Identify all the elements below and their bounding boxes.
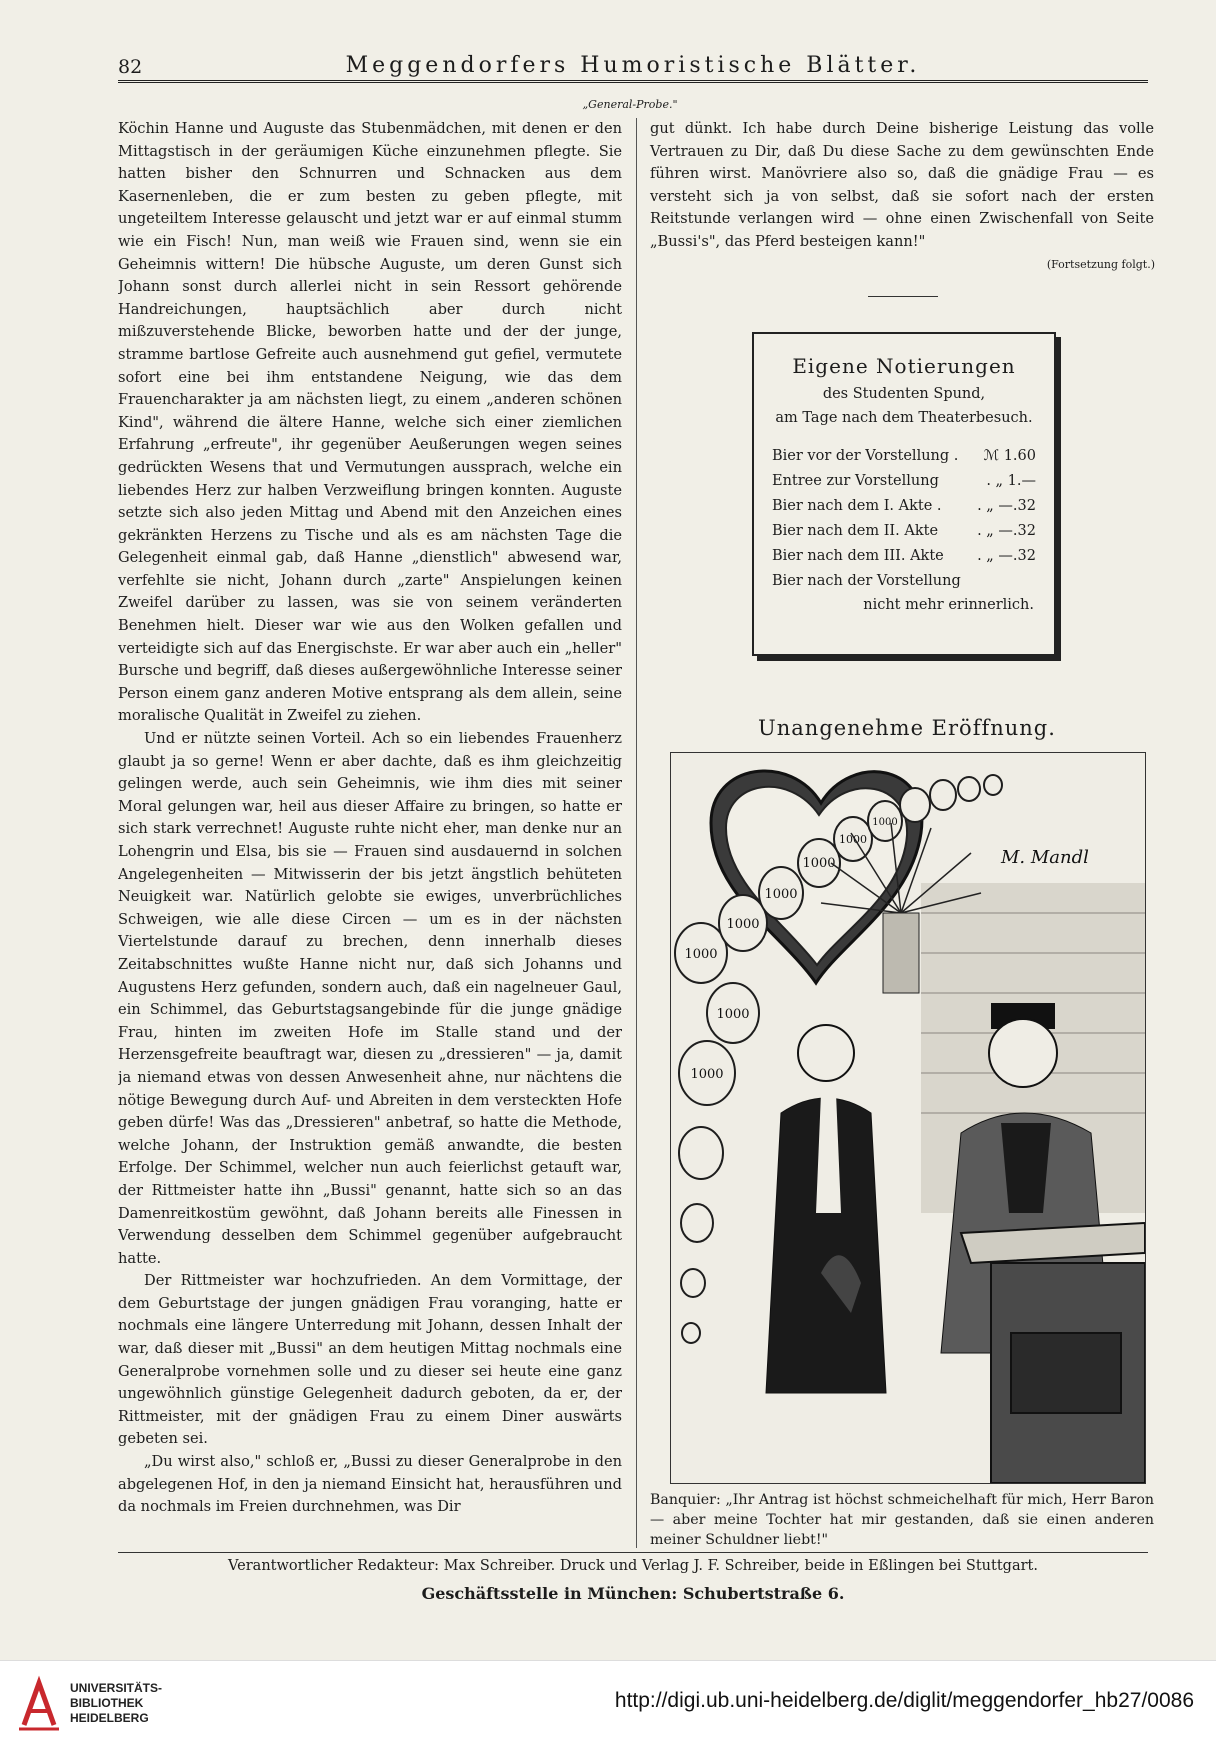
notice-row xyxy=(772,544,1036,569)
notice-price: . „ —.32 xyxy=(977,498,1036,514)
bag-label: 1000 xyxy=(716,1007,750,1022)
notice-item: Bier nach dem III. Akte xyxy=(772,548,944,564)
notice-price: . „ 1.— xyxy=(986,473,1036,489)
notice-row xyxy=(772,469,1036,494)
vase xyxy=(883,913,919,993)
bag-label: 1000 xyxy=(726,917,760,932)
bag-label: 1000 xyxy=(684,947,718,962)
bag-label: 1000 xyxy=(764,887,798,902)
notice-item: Entree zur Vorstellung xyxy=(772,473,939,489)
notice-item: Bier nach dem I. Akte . xyxy=(772,498,942,514)
page-header xyxy=(118,44,1148,78)
library-name xyxy=(70,1681,162,1726)
notice-row xyxy=(772,519,1036,544)
notice-box xyxy=(752,332,1056,656)
library-name-line: BIBLIOTHEK xyxy=(70,1696,144,1710)
header-rule xyxy=(118,80,1148,83)
notice-price: . „ —.32 xyxy=(977,548,1036,564)
notice-subtitle: am Tage nach dem Theaterbesuch. xyxy=(775,410,1033,426)
notice-price: ℳ 1.60 xyxy=(983,448,1036,464)
continued-note: (Fortsetzung folgt.) xyxy=(1046,258,1155,271)
bag-label: 1000 xyxy=(690,1067,724,1082)
journal-title: Meggendorfers Humoristische Blätter. xyxy=(345,53,921,78)
cartoon-illustration xyxy=(670,752,1146,1484)
bag-label: 1000 xyxy=(872,817,898,828)
page-number: 82 xyxy=(118,56,143,78)
cartoon-drawing xyxy=(671,753,1145,1483)
artist-signature: M. Mandl xyxy=(1001,847,1089,868)
notice-row xyxy=(772,444,1036,469)
imprint: Verantwortlicher Redakteur: Max Schreiber. Druck und Verlag J. F. Schreiber, beide in Eßlingen bei Stuttgart. xyxy=(228,1558,1038,1574)
notice-rows xyxy=(772,444,1036,569)
notice-item: Bier vor der Vorstellung . xyxy=(772,448,959,464)
paragraph: „Du wirst also," schloß er, „Bussi zu dieser Generalprobe in den abgelegenen Hof, in den ja niemand Einsicht hat, herausführen und da nochmals im Freien durchnehmen, was Dir xyxy=(118,1453,622,1516)
source-url-link[interactable]: http://digi.ub.uni-heidelberg.de/diglit/meggendorfer_hb27/0086 xyxy=(614,1689,1194,1712)
notice-subtitle: des Studenten Spund, xyxy=(822,386,986,402)
cartoon-title: Unangenehme Eröffnung. xyxy=(758,716,1056,740)
paragraph: Köchin Hanne und Auguste das Stubenmädchen, mit denen er den Mittagstisch in der geräumigen Küche einzunehmen pflegte. Sie hatten bisher den Schnurren und Schnacken aus dem Kasernenleben, die er zum besten zu geben pflegte, mit ungeteiltem Interesse gelauscht und jetzt war er auf einmal stumm wie ein Fisch! Nun, man weiß wie Frauen sind, wenn sie ein Geheimnis wittern! Die hübsche Auguste, um deren Gunst sich Johann sonst durch allerlei nicht in sein Ressort gehörende Handreichungen, hauptsächlich aber durch nicht mißzuverstehende Blicke, beworben hatte und der der junge, stramme bartlose Gefreite auch ausnehmend gut gefiel, vermutete sofort eine bei ihm entstandene Neigung, wie das dem Frauencharakter ja am nächsten liegt, zu einem „anderen schönen Kind", während die ältere Hanne, welche sich einer ziemlichen Erfahrung „erfreute", ihr gegenüber Aeußerungen wegen seines gedrückten Wesens that und Vermutungen aussprach, welche ein liebendes Herz zur halben Verzweiflung bringen konnten. Auguste setzte sich also jeden Mittag und Abend mit den Anzeichen eines gekränkten Herzens zu Tische und als es am nächsten Tage die Gelegenheit einmal gab, daß Hanne „dienstlich" abwesend war, verfehlte sie nicht, Johann durch „zarte" Anspielungen keinen Zweifel darüber zu lassen, was sie von seinem veränderten Benehmen hielt. Dieser war wie aus den Wolken gefallen und verteidigte sich auf das Energischste. Er war aber auch ein „heller" Bursche und begriff, daß dieses außergewöhnliche Interesse seiner Person einem ganz anderen Motive entsprang als dem allein, seine moralische Qualität in Zweifel zu ziehen. xyxy=(118,120,622,725)
office-address: Geschäftsstelle in München: Schubertstraße 6. xyxy=(421,1584,845,1603)
library-name-line: HEIDELBERG xyxy=(70,1711,149,1725)
library-bar xyxy=(0,1660,1216,1753)
library-logo-icon xyxy=(14,1675,64,1735)
notice-title: Eigene Notierungen xyxy=(792,354,1016,378)
notice-price: . „ —.32 xyxy=(977,523,1036,539)
section-label: „General-Probe." xyxy=(582,98,678,111)
column-divider xyxy=(636,118,637,1548)
short-rule xyxy=(868,296,938,297)
paragraph: Der Rittmeister war hochzufrieden. An dem Vormittage, der dem Geburtstage der jungen gnädigen Frau voranging, hatte er nochmals eine längere Unterredung mit Johann, dessen Inhalt der war, daß dieser mit „Bussi" an dem heutigen Mittag nochmals eine Generalprobe vornehmen solle und zu dieser sei heute eine ganz ungewöhnlich günstige Gelegenheit dadurch geboten, da er, der Rittmeister, mit der gnädigen Frau zu einem Diner auswärts gebeten sei. xyxy=(118,1272,622,1448)
notice-last-line: Bier nach der Vorstellung xyxy=(772,573,961,589)
notice-item: Bier nach dem II. Akte xyxy=(772,523,939,539)
cartoon-caption: Banquier: „Ihr Antrag ist höchst schmeichelhaft für mich, Herr Baron — aber meine Tochter hat mir gestanden, daß sie einen anderen meiner Schuldner liebt!" xyxy=(650,1492,1154,1548)
paragraph: Und er nützte seinen Vorteil. Ach so ein liebendes Frauenherz glaubt ja so gerne! Wenn er aber dachte, daß es ihm gleichzeitig gelingen werde, auch sein Geheimnis, wie ihm dies mit seiner Moral gelungen war, heil aus dieser Affaire zu bringen, so hatte er sich stark verrechnet! Auguste ruhte nicht eher, man denke nur an Lohengrin und Elsa, bis sie — Frauen sind ausdauernd in solchen Angelegenheiten — Mitwisserin der bis jetzt ängstlich behüteten Neuigkeit war. Natürlich gelobte sie ewiges, unverbrüchliches Schweigen, wie alle diese Circen — um es in der nächsten Viertelstunde darauf zu brechen, denn innerhalb dieses Zeitabschnittes wußte Hanne nicht nur, daß sich Johanns und Augustens Herz gefunden, sondern auch, daß ein nagelneuer Gaul, ein Schimmel, das Geburtstagsangebinde für die junge gnädige Frau, hinten im zweiten Hofe im Stalle stand und der Herzensgefreite beauftragt war, diesen zu „dressieren" — ja, damit ja niemand etwas von dessen Anwesenheit ahne, nur nächtens die nötige Bewegung durch Auf- und Abreiten in dem versteckten Hofe geben dürfe! Was das „Dressieren" anbetraf, so hatte die Methode, welche Johann, der Instruktion gemäß anwandte, die besten Erfolge. Der Schimmel, welcher nun auch feierlichst getauft war, der Rittmeister hatte ihn „Bussi" genannt, hatte sich so an das Damenreitkostüm gewöhnt, daß Johann bereits alle Finessen in Verwendung desselben dem Schimmel gegenüber aufgebraucht hatte. xyxy=(118,730,622,1267)
bag-label: 1000 xyxy=(802,856,836,871)
notice-last-line: nicht mehr erinnerlich. xyxy=(863,597,1034,613)
library-name-line: UNIVERSITÄTS- xyxy=(70,1681,163,1695)
bag-label: 1000 xyxy=(839,833,867,846)
baron-figure xyxy=(766,1025,886,1393)
notice-row xyxy=(772,494,1036,519)
footer-rule xyxy=(118,1552,1148,1553)
right-column-continuation: gut dünkt. Ich habe durch Deine bisherige Leistung das volle Vertrauen zu Dir, daß Du diese Sache zu dem gewünschten Ende führen wirst. Manövriere also so, daß die gnädige Frau — es versteht sich ja von selbst, daß sie sofort nach der ersten Reitstunde verlangen wird — ohne einen Zwischenfall von Seite „Bussi's", das Pferd besteigen kann!" xyxy=(650,120,1154,250)
left-column xyxy=(118,118,622,1548)
